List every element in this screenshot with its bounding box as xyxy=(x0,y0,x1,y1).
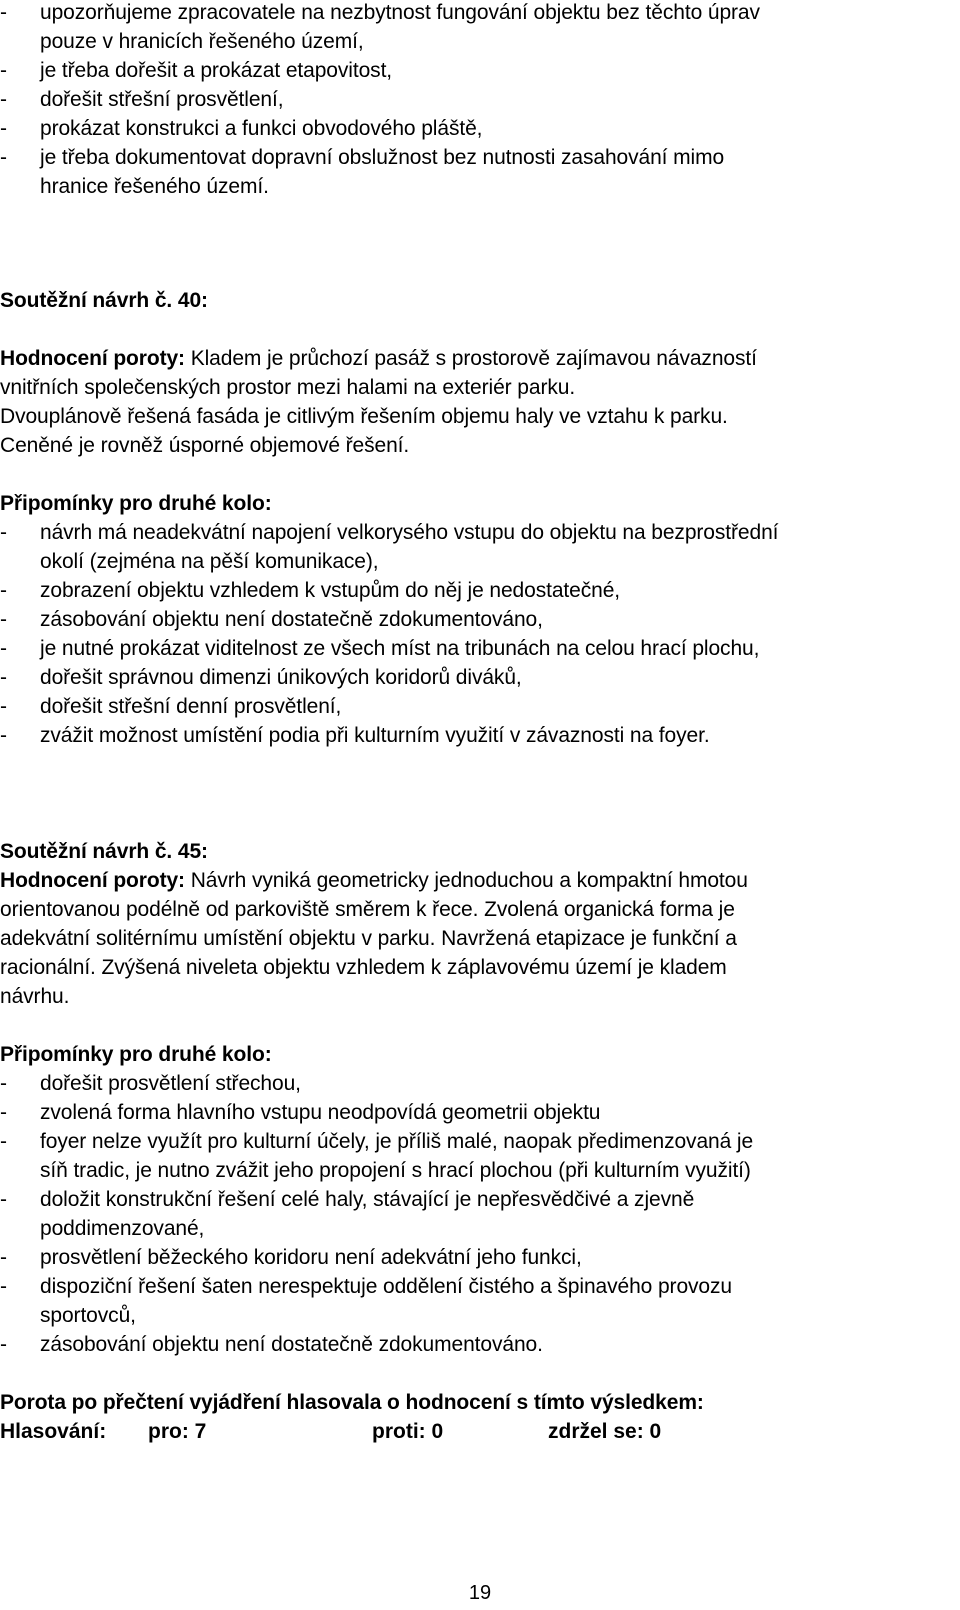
proposal-45-section xyxy=(0,837,960,1011)
evaluation-label: Hodnocení poroty: xyxy=(0,869,185,892)
bullet-dash: - xyxy=(0,1101,7,1124)
vote-label: Hlasování: xyxy=(0,1420,107,1443)
list-item xyxy=(0,518,960,547)
proposal-40-remarks xyxy=(0,489,960,750)
list-item-continuation: síň tradic, je nutno zvážit jeho propojení s hrací plochou (při kulturním využití) xyxy=(40,1159,751,1182)
list-item-continuation: hranice řešeného území. xyxy=(40,175,269,198)
intro-bullet-list xyxy=(0,0,960,201)
list-item-text: dořešit střešní prosvětlení, xyxy=(40,88,284,111)
list-item xyxy=(0,576,960,605)
evaluation-label: Hodnocení poroty: xyxy=(0,347,185,370)
list-item xyxy=(0,114,960,143)
list-item xyxy=(0,1330,960,1359)
list-item-text: prokázat konstrukci a funkci obvodového pláště, xyxy=(40,117,483,140)
bullet-dash: - xyxy=(0,608,7,631)
list-item-text: návrh má neadekvátní napojení velkorysého vstupu do objektu na bezprostřední xyxy=(40,521,779,544)
evaluation-lines xyxy=(0,895,960,1011)
bullet-dash: - xyxy=(0,88,7,111)
evaluation-text: Návrh vyniká geometricky jednoduchou a kompaktní hmotou xyxy=(184,869,748,892)
paragraph-line: Ceněné je rovněž úsporné objemové řešení. xyxy=(0,434,410,457)
bullet-dash: - xyxy=(0,579,7,602)
proposal-45-heading: Soutěžní návrh č. 45: xyxy=(0,840,208,863)
list-item xyxy=(0,0,960,27)
list-item-text: zvolená forma hlavního vstupu neodpovídá geometrii objektu xyxy=(40,1101,601,1124)
list-item-continuation: poddimenzované, xyxy=(40,1217,205,1240)
paragraph-line: návrhu. xyxy=(0,985,70,1008)
vote-abstain: zdržel se: 0 xyxy=(548,1420,662,1443)
vote-for: pro: 7 xyxy=(148,1420,207,1443)
list-item-text: dořešit střešní denní prosvětlení, xyxy=(40,695,342,718)
remarks-bullet-list xyxy=(0,518,960,750)
bullet-dash: - xyxy=(0,1333,7,1356)
list-item xyxy=(0,1243,960,1272)
list-item-text: zobrazení objektu vzhledem k vstupům do něj je nedostatečné, xyxy=(40,579,621,602)
remarks-label: Připomínky pro druhé kolo: xyxy=(0,1043,272,1066)
paragraph-line: adekvátní solitérnímu umístění objektu v parku. Navržená etapizace je funkční a xyxy=(0,927,737,950)
bullet-dash: - xyxy=(0,117,7,140)
paragraph-line: vnitřních společenských prostor mezi halami na exteriér parku. xyxy=(0,376,576,399)
proposal-40-heading: Soutěžní návrh č. 40: xyxy=(0,289,208,312)
list-item xyxy=(0,721,960,750)
list-item xyxy=(0,1272,960,1301)
list-item xyxy=(0,143,960,172)
page-number: 19 xyxy=(468,1582,492,1604)
list-item xyxy=(0,1185,960,1214)
remarks-label: Připomínky pro druhé kolo: xyxy=(0,492,272,515)
list-item-continuation: okolí (zejména na pěší komunikace), xyxy=(40,550,379,573)
bullet-dash: - xyxy=(0,1275,7,1298)
list-item-text: je nutné prokázat viditelnost ze všech míst na tribunách na celou hrací plochu, xyxy=(40,637,760,660)
list-item xyxy=(0,1069,960,1098)
list-item-text: prosvětlení běžeckého koridoru není adekvátní jeho funkci, xyxy=(40,1246,582,1269)
bullet-dash: - xyxy=(0,637,7,660)
bullet-dash: - xyxy=(0,1072,7,1095)
list-item xyxy=(0,56,960,85)
list-item-text: dořešit správnou dimenzi únikových koridorů diváků, xyxy=(40,666,522,689)
bullet-dash: - xyxy=(0,59,7,82)
proposal-40-section xyxy=(0,286,960,315)
list-item xyxy=(0,663,960,692)
list-item xyxy=(0,1127,960,1156)
list-item xyxy=(0,692,960,721)
paragraph-line: orientovanou podélně od parkoviště směrem k řece. Zvolená organická forma je xyxy=(0,898,735,921)
list-item xyxy=(0,1098,960,1127)
list-item-text: dispoziční řešení šaten nerespektuje oddělení čistého a špinavého provozu xyxy=(40,1275,732,1298)
list-item-text: zásobování objektu není dostatečně zdokumentováno. xyxy=(40,1333,543,1356)
list-item-text: zásobování objektu není dostatečně zdokumentováno, xyxy=(40,608,543,631)
list-item-continuation: pouze v hranicích řešeného území, xyxy=(40,30,364,53)
list-item-text: doložit konstrukční řešení celé haly, stávající je nepřesvědčivé a zjevně xyxy=(40,1188,695,1211)
bullet-dash: - xyxy=(0,1188,7,1211)
paragraph-line: racionální. Zvýšená niveleta objektu vzhledem k záplavovému území je kladem xyxy=(0,956,727,979)
evaluation-lines xyxy=(0,373,960,460)
bullet-dash: - xyxy=(0,1130,7,1153)
bullet-dash: - xyxy=(0,724,7,747)
list-item-text: je třeba dořešit a prokázat etapovitost, xyxy=(40,59,393,82)
vote-result-row xyxy=(0,1417,960,1446)
bullet-dash: - xyxy=(0,666,7,689)
vote-intro: Porota po přečtení vyjádření hlasovala o hodnocení s tímto výsledkem: xyxy=(0,1391,704,1414)
vote-section xyxy=(0,1388,960,1446)
paragraph-line: Dvouplánově řešená fasáda je citlivým řešením objemu haly ve vztahu k parku. xyxy=(0,405,728,428)
list-item-text: zvážit možnost umístění podia při kulturním využití v závaznosti na foyer. xyxy=(40,724,710,747)
bullet-dash: - xyxy=(0,695,7,718)
list-item xyxy=(0,85,960,114)
bullet-dash: - xyxy=(0,521,7,544)
list-item xyxy=(0,605,960,634)
remarks-bullet-list xyxy=(0,1069,960,1359)
evaluation-text: Kladem je průchozí pasáž s prostorově zajímavou návazností xyxy=(184,347,757,370)
list-item xyxy=(0,634,960,663)
list-item-text: upozorňujeme zpracovatele na nezbytnost fungování objektu bez těchto úprav xyxy=(40,1,760,24)
proposal-45-remarks xyxy=(0,1040,960,1359)
list-item-text: foyer nelze využít pro kulturní účely, je příliš malé, naopak předimenzovaná je xyxy=(40,1130,754,1153)
list-item-text: je třeba dokumentovat dopravní obslužnost bez nutnosti zasahování mimo xyxy=(40,146,725,169)
vote-against: proti: 0 xyxy=(372,1420,444,1443)
bullet-dash: - xyxy=(0,146,7,169)
bullet-dash: - xyxy=(0,1246,7,1269)
list-item-text: dořešit prosvětlení střechou, xyxy=(40,1072,301,1095)
proposal-40-evaluation xyxy=(0,344,960,460)
bullet-dash: - xyxy=(0,1,7,24)
list-item-continuation: sportovců, xyxy=(40,1304,136,1327)
